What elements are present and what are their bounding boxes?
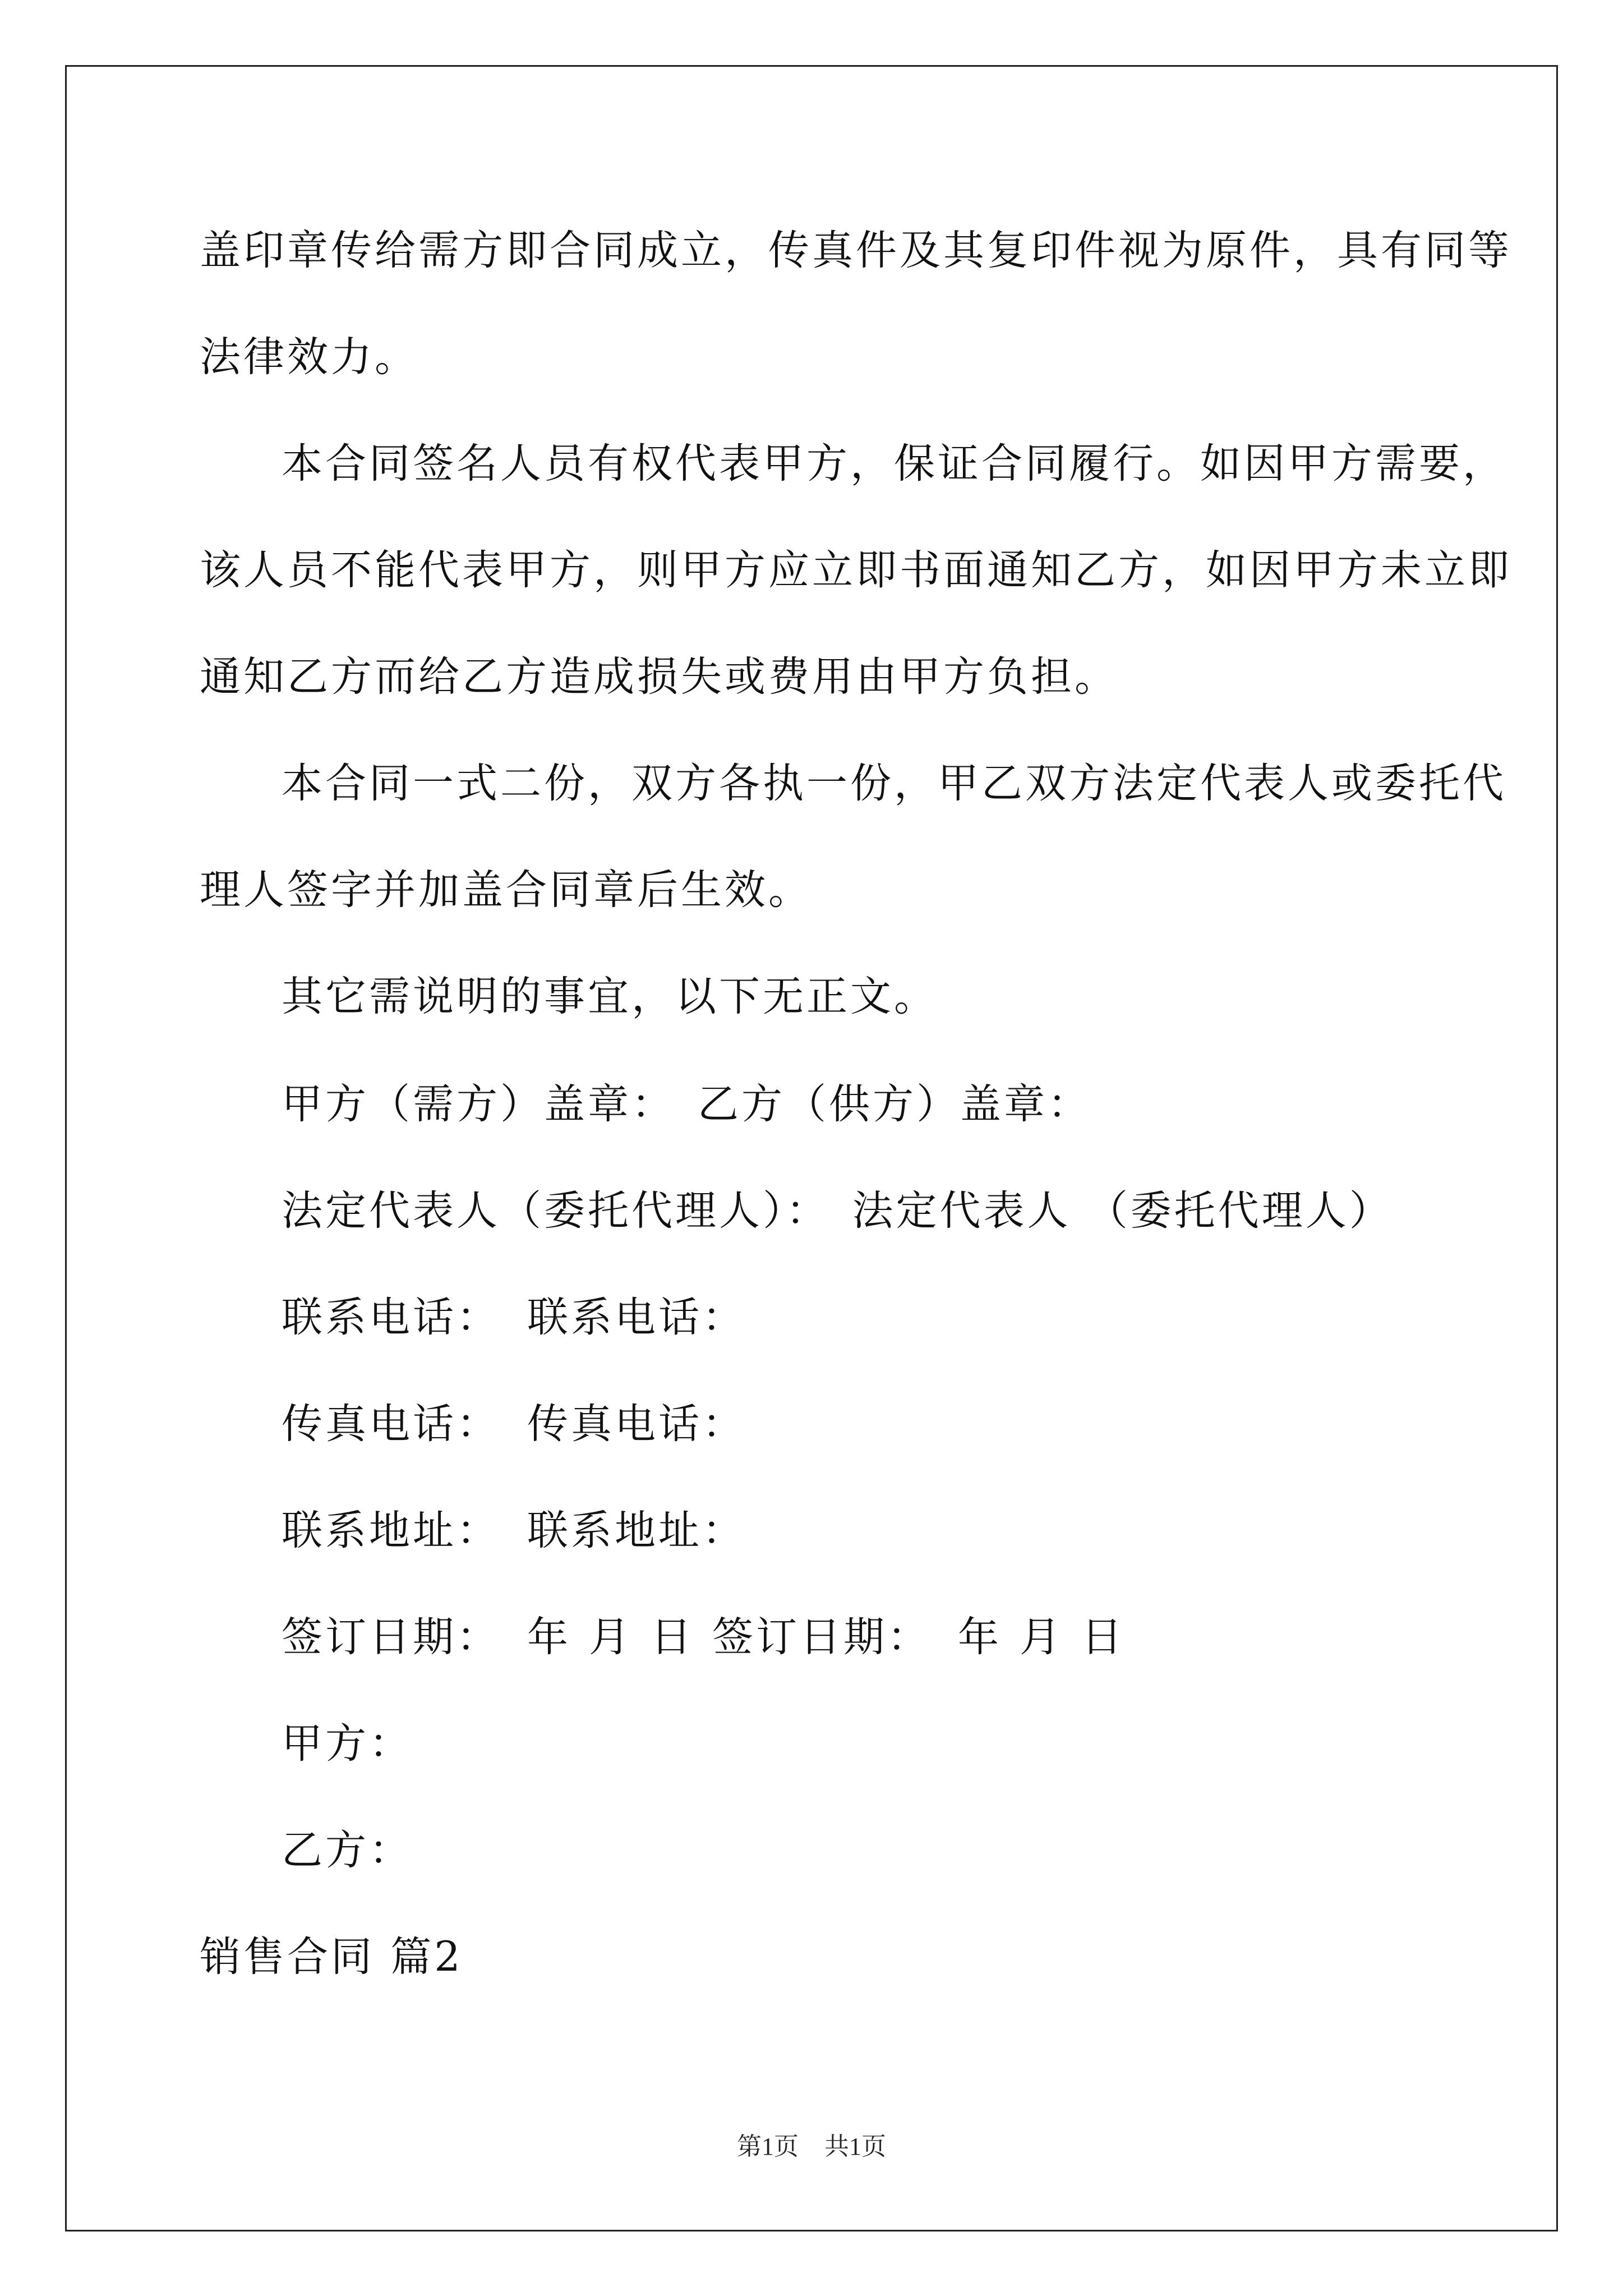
- fax-label-party-a: 传真电话：: [282, 1400, 500, 1448]
- party-b-label: 乙方：: [282, 1826, 413, 1874]
- page-total: 共1页: [824, 2133, 886, 2160]
- fax-label-party-b: 传真电话：: [527, 1400, 746, 1448]
- date-day-party-a: 日: [651, 1613, 694, 1661]
- signing-date-row: [282, 1613, 1125, 1661]
- seal-label-party-b: 乙方（供方）盖章：: [698, 1080, 1091, 1128]
- signing-date-label-party-a: 签订日期：: [282, 1613, 500, 1661]
- paragraph-line: 法律效力。: [200, 333, 418, 381]
- paragraph-line: 其它需说明的事宜，以下无正文。: [282, 973, 938, 1020]
- page-number: 第1页: [737, 2133, 799, 2160]
- date-year-party-b: 年: [958, 1613, 1002, 1661]
- seal-row: [282, 1080, 1091, 1128]
- address-row: [282, 1507, 746, 1554]
- paragraph-line: 盖印章传给需方即合同成立，传真件及其复印件视为原件，具有同等: [200, 227, 1512, 274]
- party-a-label: 甲方：: [282, 1720, 413, 1768]
- page-border: [65, 65, 1558, 2231]
- representative-row: [282, 1187, 1393, 1235]
- paragraph-line: 本合同签名人员有权代表甲方，保证合同履行。如因甲方需要，: [282, 440, 1506, 487]
- paragraph-line: 通知乙方而给乙方造成损失或费用由甲方负担。: [200, 653, 1118, 701]
- date-day-party-b: 日: [1081, 1613, 1125, 1661]
- date-month-party-b: 月: [1020, 1613, 1063, 1661]
- paragraph-line: 该人员不能代表甲方，则甲方应立即书面通知乙方，如因甲方未立即: [200, 546, 1512, 594]
- phone-label-party-b: 联系电话：: [527, 1294, 746, 1341]
- representative-label-party-a: 法定代表人（委托代理人）：: [282, 1187, 830, 1235]
- phone-label-party-a: 联系电话：: [282, 1294, 500, 1341]
- paragraph-line: 本合同一式二份，双方各执一份，甲乙双方法定代表人或委托代: [282, 760, 1506, 807]
- section-title: 销售合同 篇2: [200, 1933, 463, 1981]
- fax-row: [282, 1400, 746, 1448]
- page-footer: [0, 2134, 1623, 2159]
- seal-label-party-a: 甲方（需方）盖章：: [282, 1080, 675, 1128]
- representative-label-party-b: 法定代表人 （委托代理人）: [852, 1187, 1393, 1235]
- paragraph-line: 理人签字并加盖合同章后生效。: [200, 866, 812, 914]
- address-label-party-b: 联系地址：: [527, 1507, 746, 1554]
- phone-row: [282, 1294, 746, 1341]
- date-month-party-a: 月: [589, 1613, 633, 1661]
- signing-date-label-party-b: 签订日期：: [712, 1613, 931, 1661]
- date-year-party-a: 年: [527, 1613, 571, 1661]
- address-label-party-a: 联系地址：: [282, 1507, 500, 1554]
